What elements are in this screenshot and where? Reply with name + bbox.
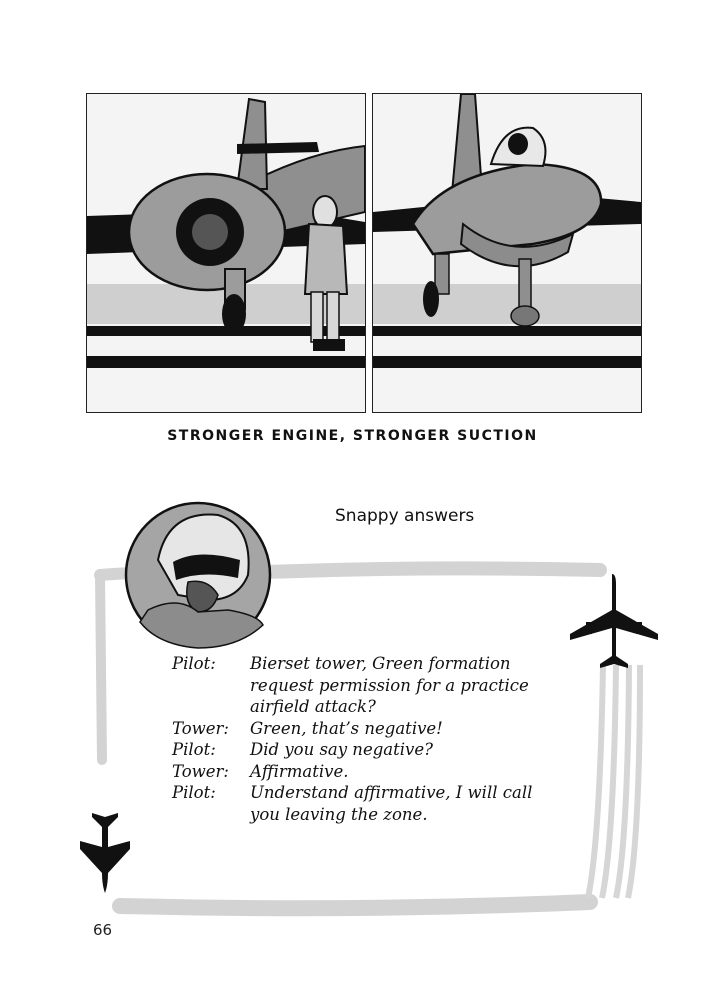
dialogue-line: request permission for a practice — [250, 675, 529, 695]
fighter-jet-silhouette-icon — [78, 805, 132, 893]
dialogue-line: Green, that’s negative! — [250, 718, 443, 738]
dialogue-text — [250, 761, 572, 783]
dialogue-text — [250, 653, 572, 718]
panel-caption: STRONGER ENGINE, STRONGER SUCTION — [167, 428, 538, 444]
section-title: Snappy answers — [335, 506, 475, 526]
dialogue-block — [172, 653, 572, 825]
dialogue-text — [250, 782, 572, 825]
page-number: 66 — [93, 921, 113, 939]
airliner-silhouette-icon — [568, 572, 660, 672]
dialogue-speaker: Pilot: — [172, 783, 216, 802]
dialogue-speaker: Pilot: — [172, 654, 216, 673]
dialogue-line: you leaving the zone. — [250, 804, 428, 824]
dialogue-line: Understand affirmative, I will call — [250, 783, 533, 802]
dialogue-line: Affirmative. — [250, 761, 349, 781]
dialogue-text — [250, 739, 572, 761]
dialogue-text — [250, 718, 572, 740]
dialogue-line: Did you say negative? — [250, 740, 433, 759]
dialogue-row — [172, 739, 572, 761]
dialogue-speaker: Tower: — [172, 761, 229, 781]
dialogue-speaker: Pilot: — [172, 740, 216, 759]
dialogue-row — [172, 653, 572, 718]
dialogue-speaker: Tower: — [172, 718, 229, 738]
pilot-helmet-portrait — [118, 500, 278, 650]
dialogue-line: Bierset tower, Green formation — [250, 654, 511, 673]
dialogue-line: airfield attack? — [250, 697, 376, 716]
dialogue-row — [172, 761, 572, 783]
dialogue-row — [172, 718, 572, 740]
dialogue-row — [172, 782, 572, 825]
